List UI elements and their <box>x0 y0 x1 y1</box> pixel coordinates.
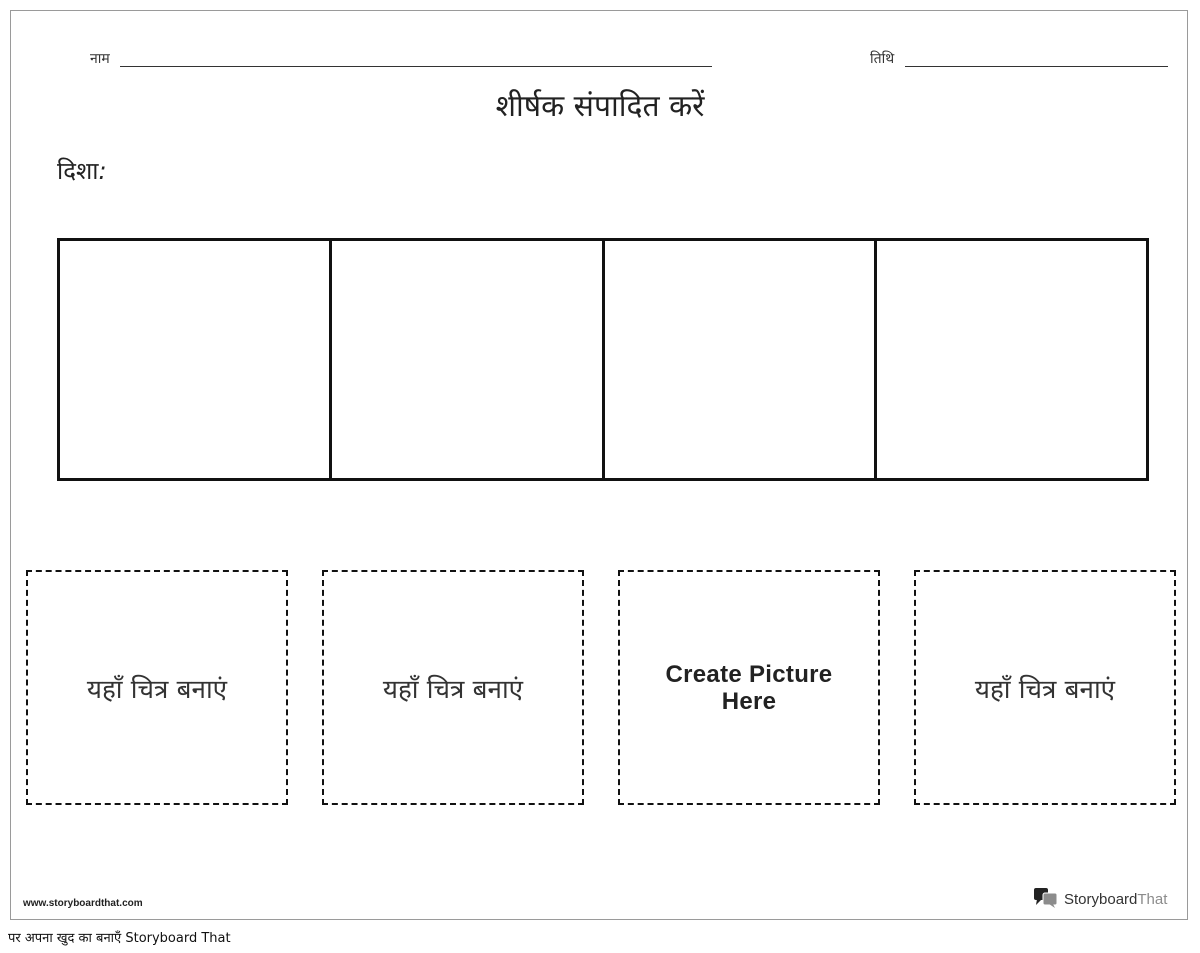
footer-credit[interactable]: पर अपना खुद का बनाएँ Storyboard That <box>8 931 231 946</box>
picture-box-2[interactable] <box>322 570 584 805</box>
name-field[interactable] <box>120 66 712 67</box>
picture-box-4[interactable] <box>914 570 1176 805</box>
picture-box-1[interactable] <box>26 570 288 805</box>
logo-accent: That <box>1137 890 1168 908</box>
storyboard-cell-1[interactable] <box>60 241 332 478</box>
storyboardthat-logo[interactable] <box>1033 888 1167 910</box>
storyboard-cell-3[interactable] <box>605 241 877 478</box>
directions-colon: : <box>98 157 107 185</box>
picture-box-3[interactable] <box>618 570 880 805</box>
date-label: तिथि <box>870 51 895 67</box>
directions <box>57 154 107 187</box>
date-field[interactable] <box>905 66 1168 67</box>
logo-text <box>1064 891 1167 908</box>
site-url[interactable]: www.storyboardthat.com <box>23 898 143 909</box>
picture-box-label <box>666 661 833 715</box>
name-label: नाम <box>90 51 110 67</box>
worksheet-title[interactable]: शीर्षक संपादित करें <box>495 89 705 124</box>
picture-box-label: यहाँ चित्र बनाएं <box>86 674 228 705</box>
picture-box-label: यहाँ चित्र बनाएं <box>382 674 524 705</box>
logo-main: Storyboard <box>1064 890 1138 908</box>
storyboard-row <box>57 238 1149 481</box>
storyboard-cell-2[interactable] <box>332 241 604 478</box>
directions-label: दिशा <box>57 157 99 185</box>
picture-box-label-line2: Here <box>721 687 777 715</box>
storyboard-cell-4[interactable] <box>877 241 1146 478</box>
picture-box-label: यहाँ चित्र बनाएं <box>974 674 1116 705</box>
picture-box-label-line1: Create Picture <box>665 660 833 688</box>
speech-bubbles-icon <box>1033 886 1059 912</box>
